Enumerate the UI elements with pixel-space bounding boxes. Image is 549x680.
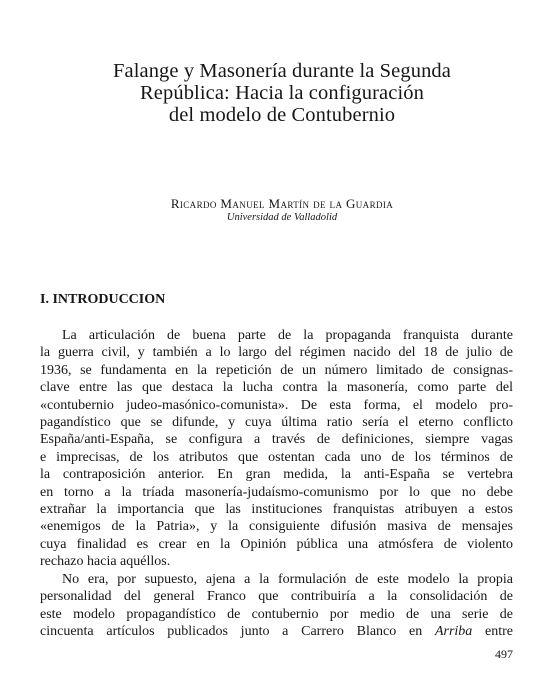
newspaper-title: Arriba [434, 623, 473, 639]
text-line: e imprecisas, de los atributos que ostentan cada uno de los términos de [40, 449, 513, 465]
text-line: personalidad del general Franco que contribuiría a la consolidación de [40, 589, 513, 605]
title-line: del modelo de Contubernio [168, 104, 396, 126]
text-line: la contraposición anterior. En gran medida, la anti-España se vertebra [40, 467, 513, 483]
text-line: clave entre las que destaca la lucha contra la masonería, como parte del [40, 380, 513, 396]
text-fragment: cincuenta artículos publicados junto a Carrero Blanco en [40, 623, 435, 639]
author-name: Ricardo Manuel Martín de la Guardia [170, 196, 394, 211]
author-affiliation: Universidad de Valladolid [226, 212, 338, 223]
text-line: España/anti-España, se configura a través de definiciones, siempre vagas [40, 432, 513, 448]
text-line: «contubernio judeo-masónico-comunista». De esta forma, el modelo pro- [40, 397, 513, 413]
body-text [40, 327, 513, 640]
text-line: cuya finalidad es crear en la Opinión pública una atmósfera de violento [40, 536, 513, 552]
text-fragment: entre [472, 623, 513, 639]
page-number: 497 [495, 647, 513, 661]
text-line: en torno a la tríada masonería-judaísmo-comunismo por lo que no debe [40, 484, 513, 500]
title-line: República: Hacia la configuración [140, 82, 424, 104]
text-line: extrañar la importancia que las instituciones franquistas atribuyen a estos [40, 502, 513, 518]
text-line: rechazo hacia aquéllos. [40, 554, 171, 570]
text-line: «enemigos de la Patria», y la consiguiente difusión masiva de mensajes [40, 519, 513, 535]
text-line [40, 623, 513, 640]
title-line: Falange y Masonería durante la Segunda [113, 60, 451, 82]
text-line: La articulación de buena parte de la propaganda franquista durante [62, 328, 513, 343]
text-line: la guerra civil, y también a lo largo del régimen nacido del 18 de julio de [40, 345, 513, 361]
text-line: No era, por supuesto, ajena a la formulación de este modelo la propia [62, 571, 513, 587]
text-line: este modelo propagandístico de contubernio por medio de una serie de [40, 606, 513, 622]
article-title [52, 60, 512, 126]
section-heading: I. INTRODUCCION [40, 292, 166, 307]
text-line: pagandístico que se difunde, y cuya última ratio sería el eterno conflicto [40, 415, 513, 431]
text-line: 1936, se fundamenta en la repetición de un número limitado de consignas- [40, 362, 513, 378]
